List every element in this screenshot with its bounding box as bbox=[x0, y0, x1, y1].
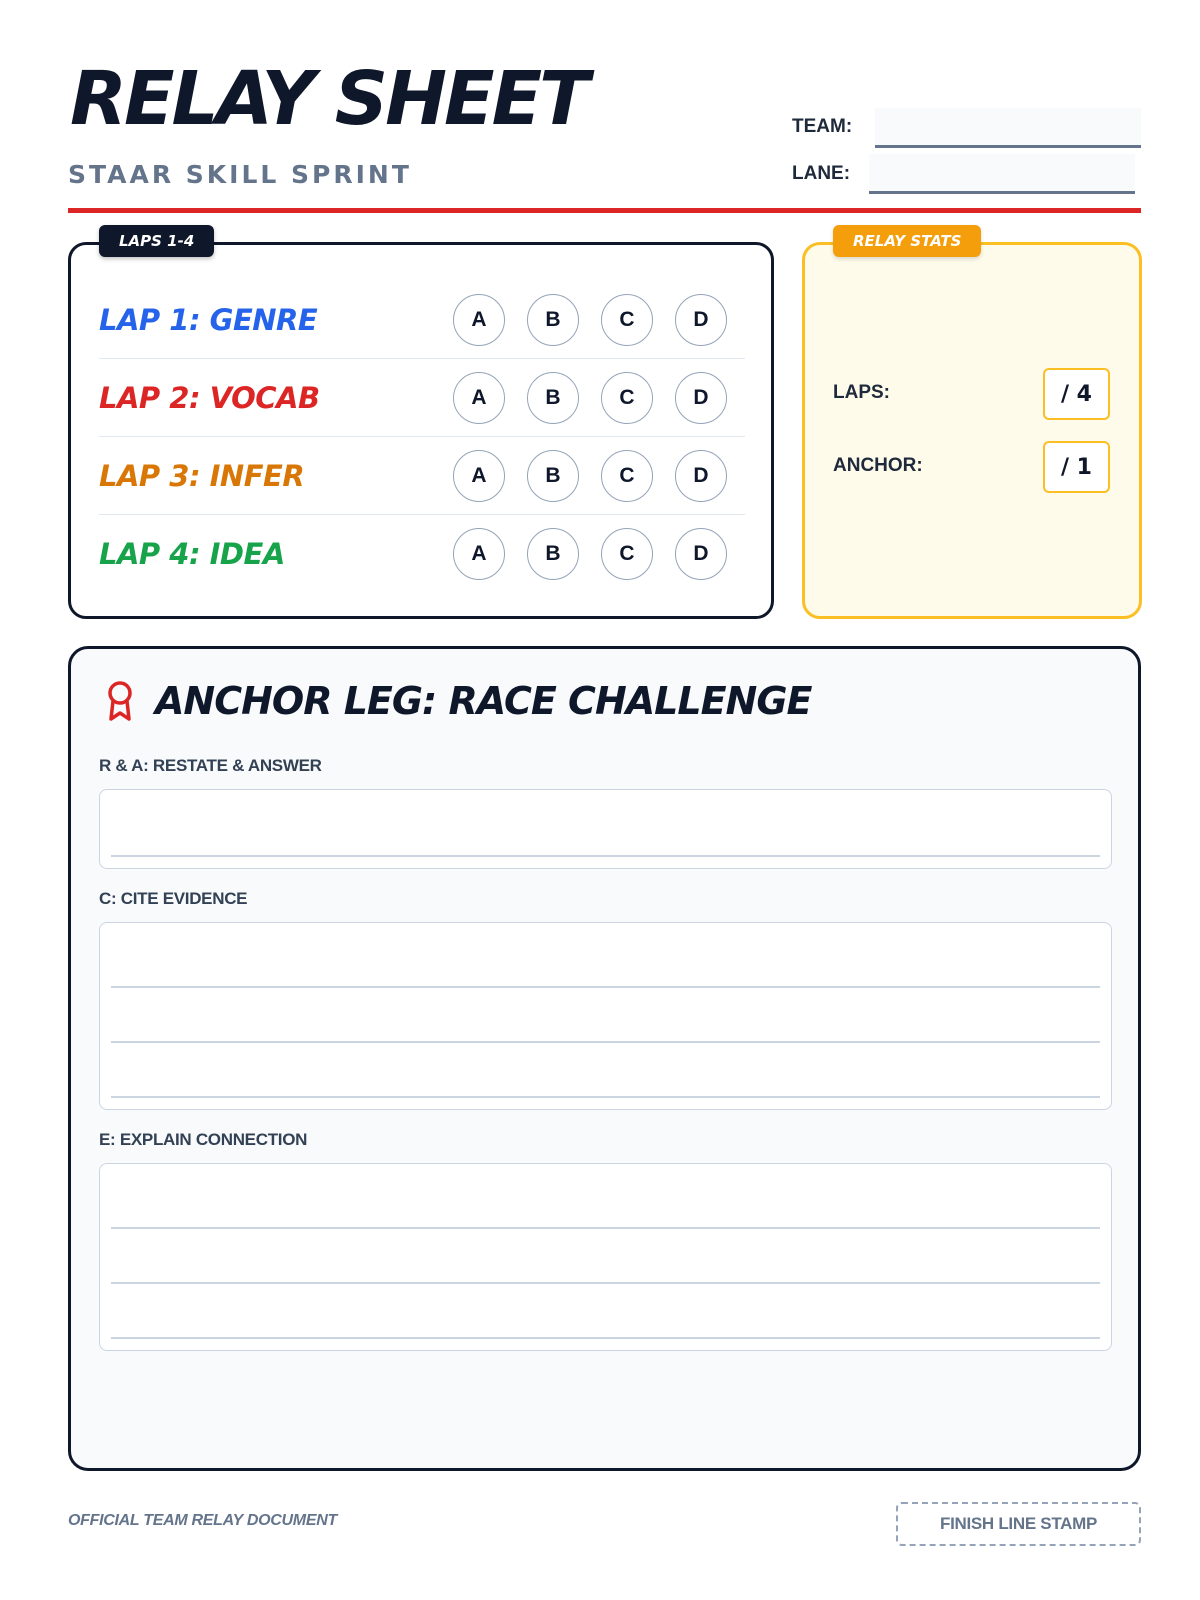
section-label-cite: C: CITE EVIDENCE bbox=[99, 889, 248, 908]
laps-score-label: LAPS: bbox=[833, 382, 890, 403]
bubble-b[interactable]: B bbox=[527, 528, 579, 580]
lap-row bbox=[99, 281, 745, 359]
team-field[interactable] bbox=[875, 108, 1141, 148]
lane-field[interactable] bbox=[869, 154, 1135, 194]
lap-label: LAP 2: VOCAB bbox=[99, 380, 320, 415]
answer-bubbles bbox=[453, 528, 727, 580]
bubble-a[interactable]: A bbox=[453, 528, 505, 580]
bubble-b[interactable]: B bbox=[527, 450, 579, 502]
bubble-a[interactable]: A bbox=[453, 372, 505, 424]
lane-label: LANE: bbox=[792, 163, 851, 184]
lap-label: LAP 1: GENRE bbox=[99, 302, 318, 337]
laps-tag: LAPS 1-4 bbox=[99, 225, 214, 257]
bubble-c[interactable]: C bbox=[601, 528, 653, 580]
page-title: RELAY SHEET bbox=[70, 56, 587, 142]
lap-label: LAP 4: IDEA bbox=[99, 537, 285, 571]
answer-bubbles bbox=[453, 450, 727, 502]
cite-evidence-box[interactable] bbox=[99, 922, 1112, 1110]
team-label: TEAM: bbox=[792, 116, 853, 137]
anchor-title: ANCHOR LEG: RACE CHALLENGE bbox=[155, 679, 812, 723]
relay-stats-tag: RELAY STATS bbox=[833, 225, 981, 257]
lap-row bbox=[99, 437, 745, 515]
anchor-score-label: ANCHOR: bbox=[833, 455, 923, 476]
explain-connection-box[interactable] bbox=[99, 1163, 1112, 1351]
bubble-d[interactable]: D bbox=[675, 372, 727, 424]
relay-stats-panel bbox=[802, 232, 1142, 619]
anchor-score-box[interactable]: / 1 bbox=[1043, 441, 1110, 493]
ribbon-award-icon bbox=[103, 679, 137, 723]
writing-line bbox=[111, 855, 1100, 857]
writing-line bbox=[111, 1227, 1100, 1229]
anchor-header bbox=[103, 679, 812, 723]
bubble-d[interactable]: D bbox=[675, 294, 727, 346]
bubble-b[interactable]: B bbox=[527, 372, 579, 424]
laps-panel bbox=[68, 232, 774, 619]
lap-row bbox=[99, 359, 745, 437]
bubble-c[interactable]: C bbox=[601, 450, 653, 502]
writing-line bbox=[111, 1096, 1100, 1098]
writing-line bbox=[111, 1041, 1100, 1043]
finish-line-stamp: FINISH LINE STAMP bbox=[896, 1502, 1141, 1546]
writing-line bbox=[111, 1337, 1100, 1339]
laps-score-box[interactable]: / 4 bbox=[1043, 368, 1110, 420]
writing-line bbox=[111, 1282, 1100, 1284]
answer-bubbles bbox=[453, 294, 727, 346]
answer-bubbles bbox=[453, 372, 727, 424]
bubble-c[interactable]: C bbox=[601, 372, 653, 424]
lap-row bbox=[99, 515, 745, 593]
bubble-b[interactable]: B bbox=[527, 294, 579, 346]
anchor-leg-panel bbox=[68, 646, 1141, 1471]
bubble-c[interactable]: C bbox=[601, 294, 653, 346]
restate-answer-box[interactable] bbox=[99, 789, 1112, 869]
bubble-a[interactable]: A bbox=[453, 294, 505, 346]
bubble-d[interactable]: D bbox=[675, 528, 727, 580]
section-label-restate: R & A: RESTATE & ANSWER bbox=[99, 756, 322, 775]
page-subtitle: STAAR SKILL SPRINT bbox=[68, 160, 412, 189]
section-label-explain: E: EXPLAIN CONNECTION bbox=[99, 1130, 308, 1149]
lap-label: LAP 3: INFER bbox=[99, 458, 305, 493]
bubble-d[interactable]: D bbox=[675, 450, 727, 502]
writing-line bbox=[111, 986, 1100, 988]
footer-note: OFFICIAL TEAM RELAY DOCUMENT bbox=[68, 1512, 337, 1529]
bubble-a[interactable]: A bbox=[453, 450, 505, 502]
header-divider bbox=[68, 208, 1141, 213]
